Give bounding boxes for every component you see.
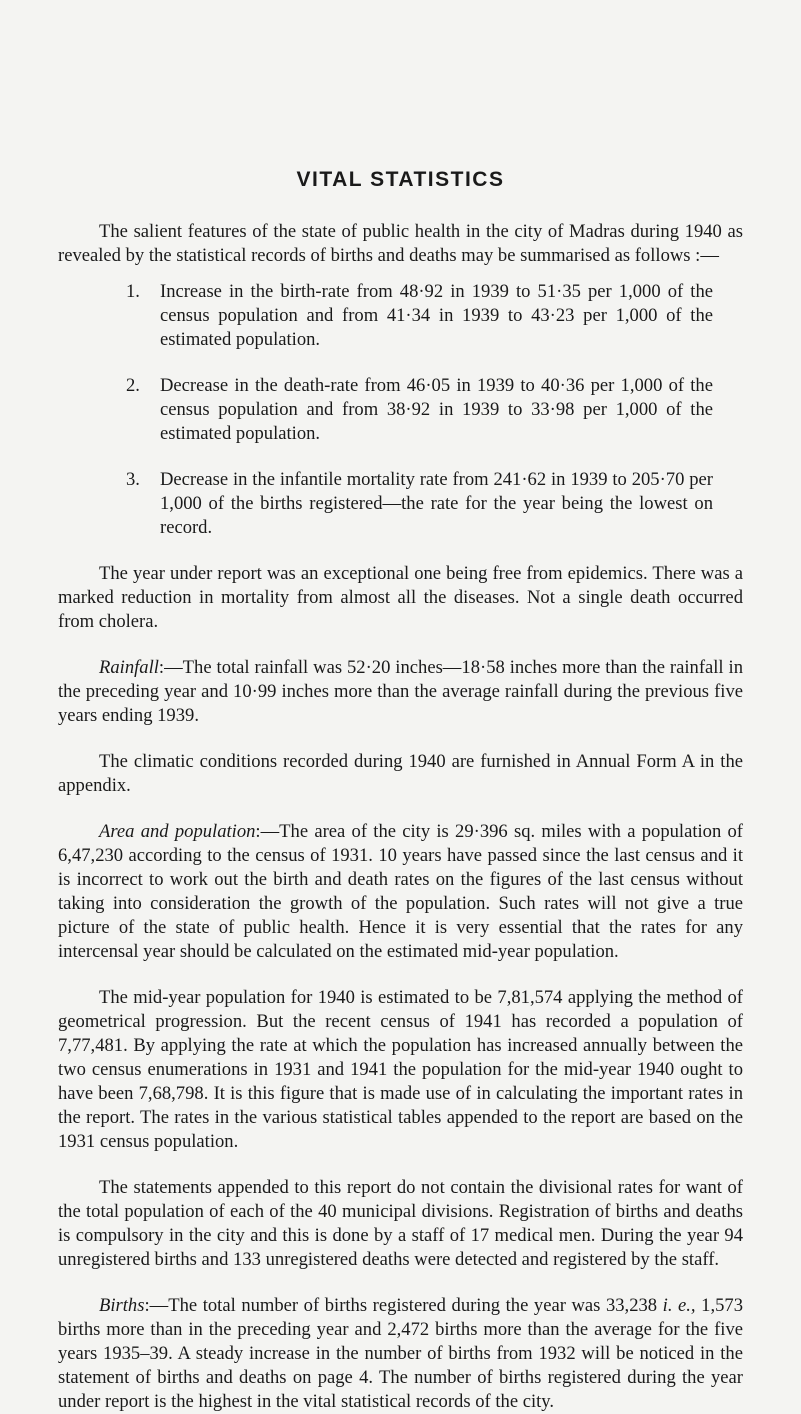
births-paragraph bbox=[58, 1294, 743, 1414]
area-text: :—The area of the city is 29·396 sq. miles with a population of 6,47,230 according to the census of 1931. 10 years have passed since the last census and it is incorrect to work out the birth and death rates on the figures of the last census without taking into consideration the growth of the population. Such rates will not give a true picture of the state of public health. Hence it is very essential that the rates for any intercensal year should be calculated on the estimated mid-year population. bbox=[58, 821, 743, 962]
births-text-a: :—The total number of births registered during the year was 33,238 bbox=[144, 1295, 663, 1316]
epidemics-paragraph: The year under report was an exceptional one being free from epidemics. There was a marked reduction in mortality from almost all the diseases. Not a single death occurred from cholera. bbox=[58, 563, 743, 632]
midyear-paragraph: The mid-year population for 1940 is estimated to be 7,81,574 applying the method of geometrical progression. But the recent census of 1941 has recorded a population of 7,77,481. By applying the rate at which the population has increased annually between the two census enumerations in 1931 and 1941 the population for the mid-year 1940 ought to have been 7,68,798. It is this figure that is made use of in calculating the important rates in the report. The rates in the various statistical tables appended to the report are based on the 1931 census population. bbox=[58, 987, 743, 1152]
births-ie: i. e., bbox=[662, 1295, 696, 1316]
list-item bbox=[58, 468, 743, 540]
list-item-number: 1. bbox=[126, 281, 140, 302]
climatic-paragraph: The climatic conditions recorded during 1940 are furnished in Annual Form A in the appendix. bbox=[58, 751, 743, 796]
list-item bbox=[58, 374, 743, 446]
list-item-text: Decrease in the infantile mortality rate from 241·62 in 1939 to 205·70 per 1,000 of the births registered—the rate for the year being the lowest on record. bbox=[160, 469, 713, 538]
list-item-text: Decrease in the death-rate from 46·05 in 1939 to 40·36 per 1,000 of the census population and from 38·92 in 1939 to 33·98 per 1,000 of the estimated population. bbox=[160, 375, 713, 444]
births-text-b: 1,573 births more than in the preceding year and 2,472 births more than the average for the five years 1935–39. A steady increase in the number of births from 1932 will be noticed in the statement of births and deaths on page 4. The number of births registered during the year under report is the highest in the vital statistical records of the city. bbox=[58, 1295, 743, 1412]
area-label: Area and population bbox=[99, 821, 256, 842]
page-title: VITAL STATISTICS bbox=[296, 168, 505, 191]
list-item-text: Increase in the birth-rate from 48·92 in 1939 to 51·35 per 1,000 of the census population and from 41·34 in 1939 to 43·23 per 1,000 of the estimated population. bbox=[160, 281, 713, 350]
list-item bbox=[58, 280, 743, 352]
list-item-number: 2. bbox=[126, 375, 140, 396]
divisional-paragraph: The statements appended to this report do not contain the divisional rates for want of the total population of each of the 40 municipal divisions. Registration of births and deaths is compulsory in the city and this is done by a staff of 17 medical men. During the year 94 unregistered births and 133 unregistered deaths were detected and registered by the staff. bbox=[58, 1177, 743, 1270]
rainfall-text: :—The total rainfall was 52·20 inches—18·58 inches more than the rainfall in the preceding year and 10·99 inches more than the average rainfall during the previous five years ending 1939. bbox=[58, 657, 743, 726]
rainfall-label: Rainfall bbox=[99, 657, 159, 678]
intro-paragraph: The salient features of the state of public health in the city of Madras during 1940 as revealed by the statistical records of births and deaths may be summarised as follows :— bbox=[58, 221, 743, 266]
rainfall-paragraph bbox=[58, 656, 743, 728]
list-item-number: 3. bbox=[126, 469, 140, 490]
area-paragraph bbox=[58, 820, 743, 964]
births-label: Births bbox=[99, 1295, 145, 1316]
summary-list bbox=[58, 280, 743, 540]
